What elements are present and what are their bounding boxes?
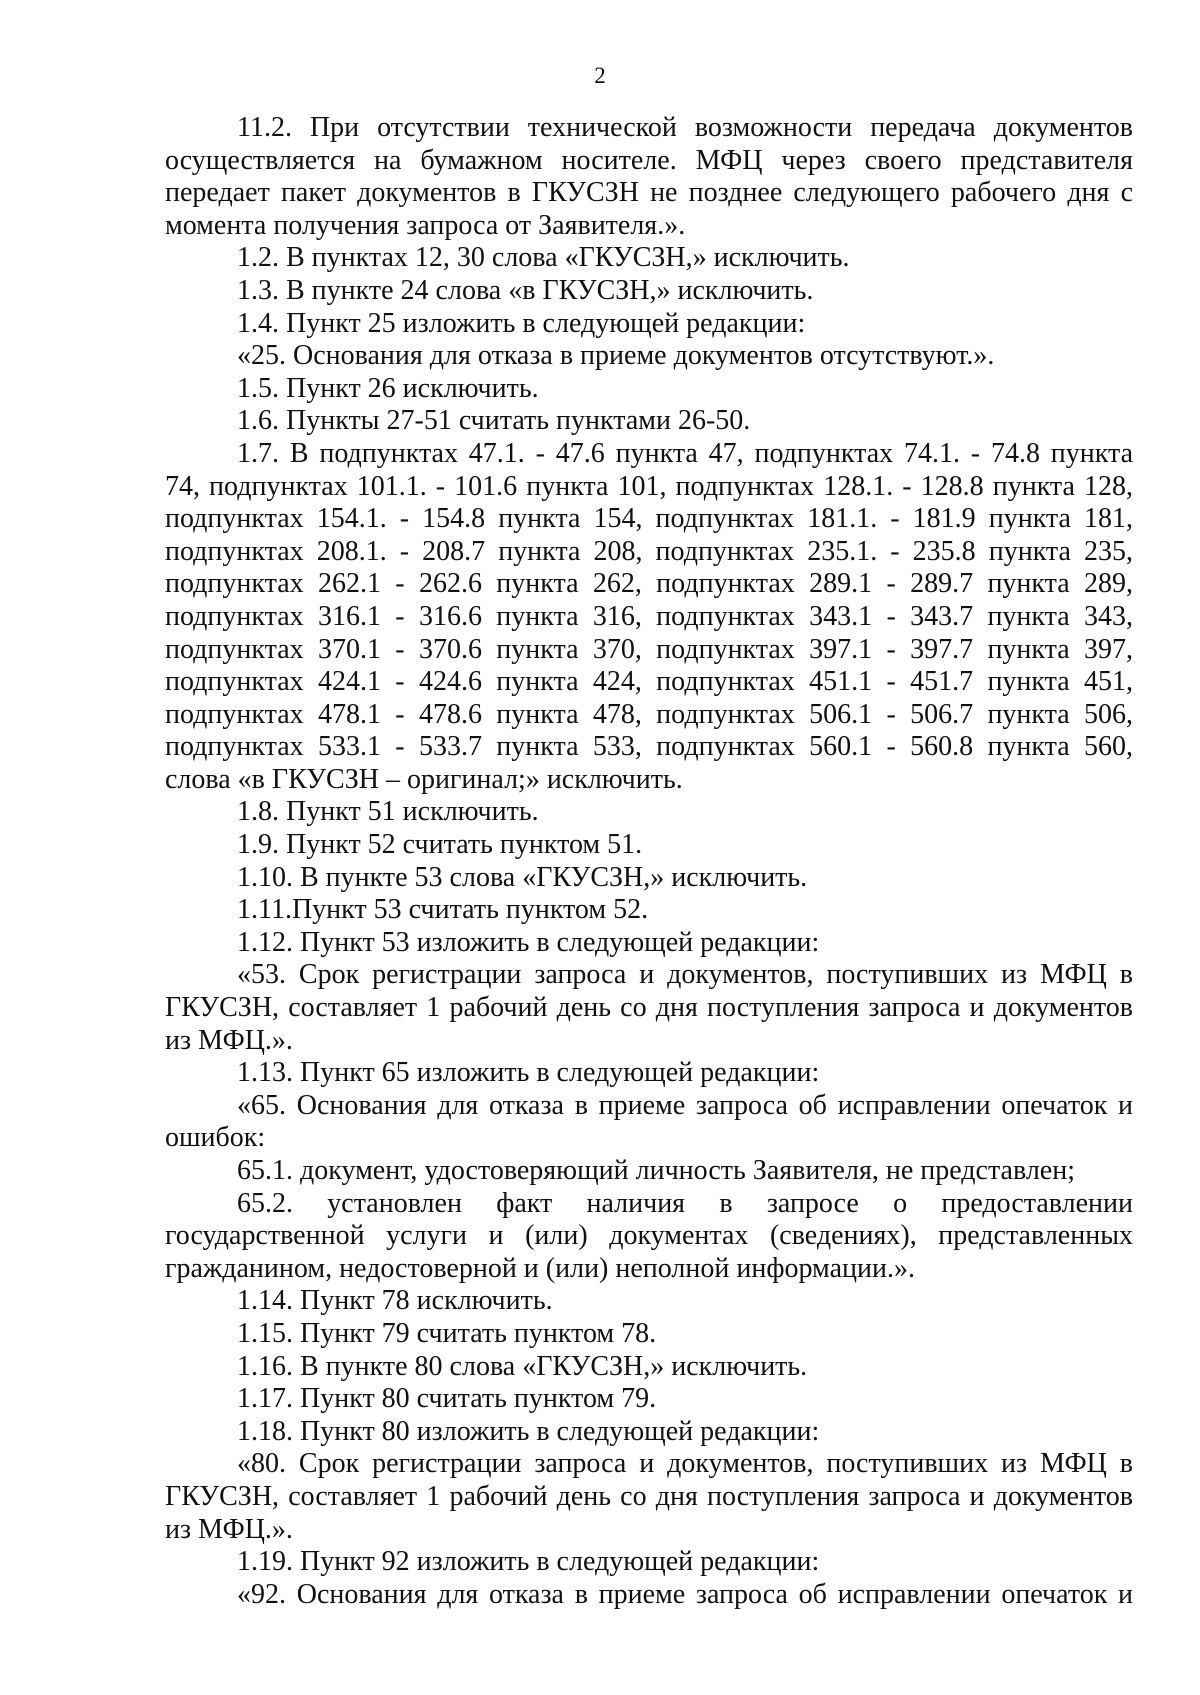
text-line: «25. Основания для отказа в приеме документов отсутствуют.». bbox=[237, 340, 995, 372]
text-line: 1.4. Пункт 25 изложить в следующей редакции: bbox=[237, 307, 806, 339]
text-line: «80. Срок регистрации запроса и документов, поступивших из МФЦ в bbox=[237, 1448, 1133, 1480]
text-line: 1.5. Пункт 26 исключить. bbox=[237, 372, 539, 404]
text-line: «53. Срок регистрации запроса и документов, поступивших из МФЦ в bbox=[237, 959, 1133, 991]
text-line: 1.7. В подпунктах 47.1. - 47.6 пункта 47, подпунктах 74.1. - 74.8 пункта bbox=[237, 437, 1133, 469]
text-line: 1.9. Пункт 52 считать пунктом 51. bbox=[237, 829, 643, 861]
text-line: из МФЦ.». bbox=[165, 1024, 293, 1056]
text-line: 65.2. установлен факт наличия в запросе о предоставлении bbox=[237, 1187, 1133, 1219]
text-line: государственной услуги и (или) документах (сведениях), представленных bbox=[165, 1220, 1133, 1252]
text-line: подпунктах 370.1 - 370.6 пункта 370, подпунктах 397.1 - 397.7 пункта 397, bbox=[165, 633, 1133, 665]
text-line: 1.12. Пункт 53 изложить в следующей редакции: bbox=[237, 926, 820, 958]
text-line: ошибок: bbox=[165, 1122, 266, 1154]
text-line: 1.18. Пункт 80 изложить в следующей редакции: bbox=[237, 1415, 820, 1447]
text-line: ГКУСЗН, составляет 1 рабочий день со дня поступления запроса и документов bbox=[165, 1480, 1133, 1512]
text-line: подпунктах 208.1. - 208.7 пункта 208, подпунктах 235.1. - 235.8 пункта 235, bbox=[165, 535, 1133, 567]
text-line: 1.3. В пункте 24 слова «в ГКУСЗН,» исключить. bbox=[237, 274, 814, 306]
text-line: из МФЦ.». bbox=[165, 1513, 293, 1545]
document-body bbox=[165, 112, 1133, 1611]
text-line: подпунктах 262.1 - 262.6 пункта 262, подпунктах 289.1 - 289.7 пункта 289, bbox=[165, 568, 1133, 600]
text-line: «92. Основания для отказа в приеме запроса об исправлении опечаток и bbox=[237, 1578, 1133, 1610]
text-line: 1.13. Пункт 65 изложить в следующей редакции: bbox=[237, 1057, 820, 1089]
text-line: 1.11.Пункт 53 считать пунктом 52. bbox=[237, 894, 649, 926]
text-line: 74, подпунктах 101.1. - 101.6 пункта 101, подпунктах 128.1. - 128.8 пункта 128, bbox=[165, 470, 1133, 502]
text-line: гражданином, недостоверной и (или) неполной информации.». bbox=[165, 1252, 915, 1284]
text-line: 1.17. Пункт 80 считать пунктом 79. bbox=[237, 1383, 657, 1415]
text-line: 1.10. В пункте 53 слова «ГКУСЗН,» исключить. bbox=[237, 861, 808, 893]
text-line: 1.8. Пункт 51 исключить. bbox=[237, 796, 539, 828]
text-line: слова «в ГКУСЗН – оригинал;» исключить. bbox=[165, 763, 683, 795]
text-line: подпунктах 316.1 - 316.6 пункта 316, подпунктах 343.1 - 343.7 пункта 343, bbox=[165, 600, 1133, 632]
text-line: момента получения запроса от Заявителя.». bbox=[165, 209, 686, 241]
text-line: передает пакет документов в ГКУСЗН не позднее следующего рабочего дня с bbox=[165, 177, 1133, 209]
text-line: 1.14. Пункт 78 исключить. bbox=[237, 1285, 553, 1317]
text-line: подпунктах 478.1 - 478.6 пункта 478, подпунктах 506.1 - 506.7 пункта 506, bbox=[165, 698, 1133, 730]
text-line: подпунктах 424.1 - 424.6 пункта 424, подпунктах 451.1 - 451.7 пункта 451, bbox=[165, 666, 1133, 698]
text-line: 1.16. В пункте 80 слова «ГКУСЗН,» исключить. bbox=[237, 1350, 808, 1382]
text-line: «65. Основания для отказа в приеме запроса об исправлении опечаток и bbox=[237, 1089, 1133, 1121]
text-line: 65.1. документ, удостоверяющий личность Заявителя, не представлен; bbox=[237, 1155, 1075, 1186]
text-line: 11.2. При отсутствии технической возможности передача документов bbox=[237, 112, 1133, 143]
text-line: 1.6. Пункты 27-51 считать пунктами 26-50. bbox=[237, 405, 751, 437]
text-line: осуществляется на бумажном носителе. МФЦ через своего представителя bbox=[165, 144, 1133, 176]
text-line: 1.15. Пункт 79 считать пунктом 78. bbox=[237, 1317, 657, 1349]
text-line: ГКУСЗН, составляет 1 рабочий день со дня поступления запроса и документов bbox=[165, 992, 1133, 1024]
text-line: подпунктах 154.1. - 154.8 пункта 154, подпунктах 181.1. - 181.9 пункта 181, bbox=[165, 503, 1133, 535]
text-line: 1.2. В пунктах 12, 30 слова «ГКУСЗН,» исключить. bbox=[237, 242, 850, 274]
page-number: 2 bbox=[594, 63, 606, 88]
text-line: подпунктах 533.1 - 533.7 пункта 533, подпунктах 560.1 - 560.8 пункта 560, bbox=[165, 731, 1133, 763]
text-line: 1.19. Пункт 92 изложить в следующей редакции: bbox=[237, 1546, 820, 1578]
